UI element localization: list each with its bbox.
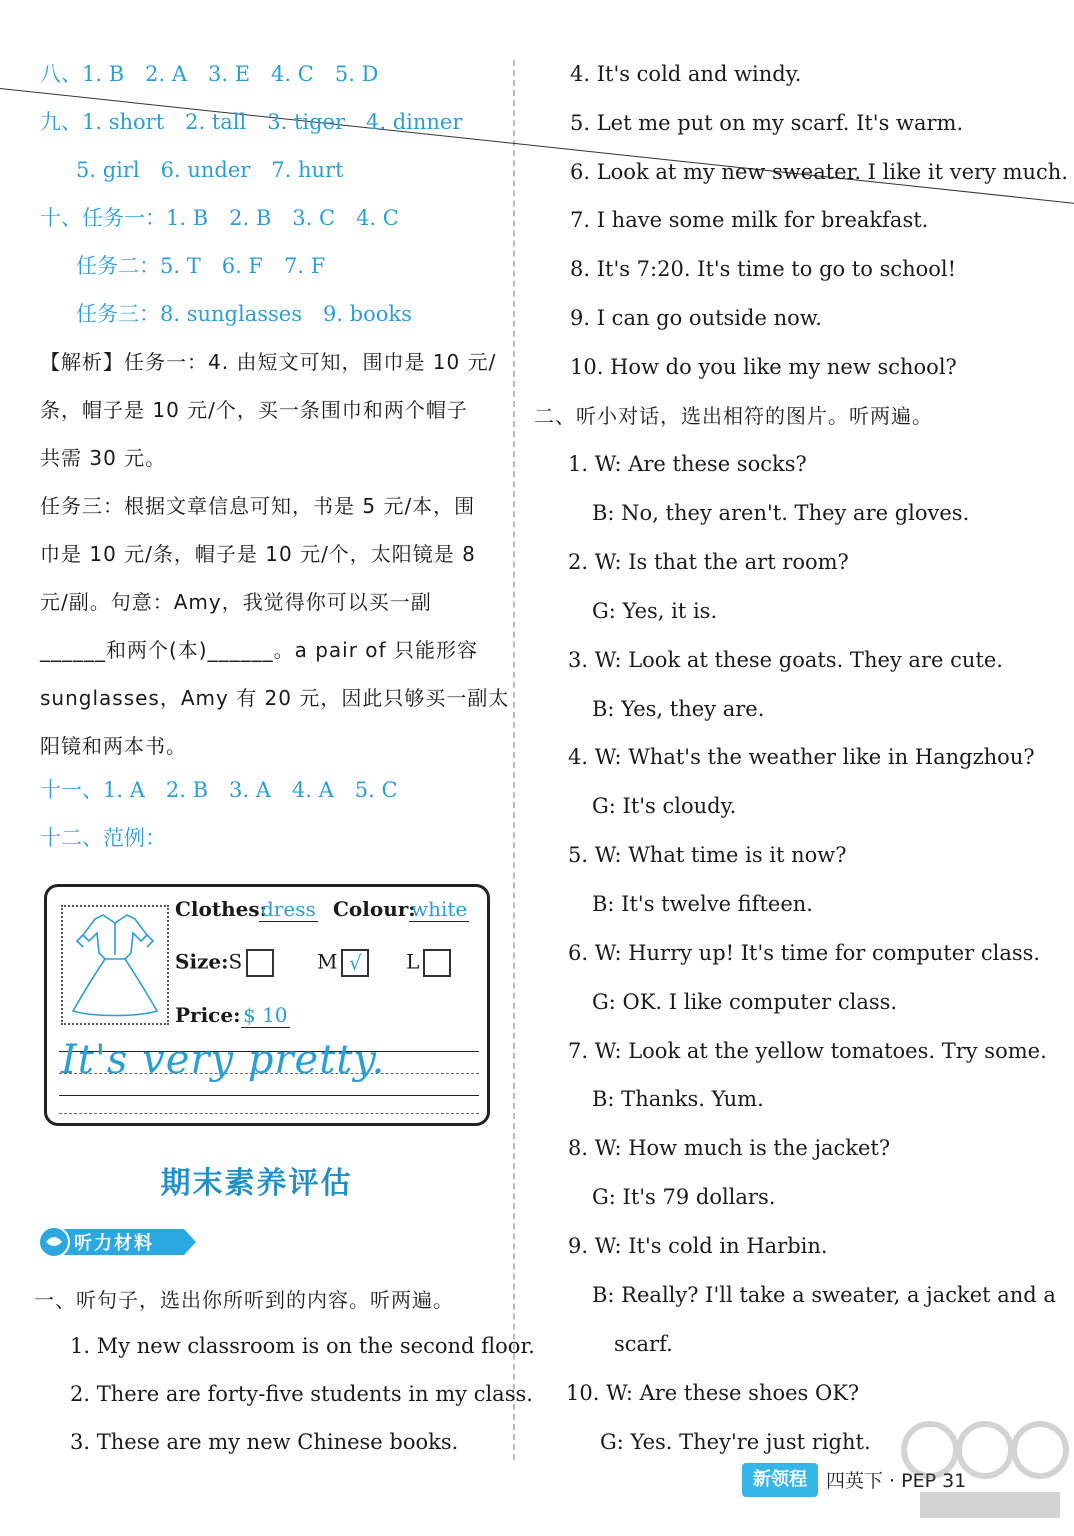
colour-value: white [411,897,468,921]
dialogue-9-a-line2: scarf. [614,1332,673,1356]
clothes-label: Clothes: [175,897,268,921]
size-row [175,949,451,977]
answer-section-10-task1: 十、任务一：1. B 2. B 3. C 4. C [40,206,399,230]
dress-icon [63,907,167,1023]
answer-section-12: 十二、范例： [40,826,166,850]
size-l-checkbox [423,949,451,977]
part1-item-1: 1. My new classroom is on the second floor. [70,1334,535,1358]
size-s-label: S [228,949,243,974]
analysis-line-5: 巾是 10 元/条，帽子是 10 元/个，太阳镜是 8 [40,542,476,566]
part1-item-2: 2. There are forty-five students in my class. [70,1382,533,1406]
dialogue-4-a: G: It's cloudy. [592,794,737,818]
part1-item-10: 10. How do you like my new school? [570,355,957,379]
dialogue-9-q: 9. W: It's cold in Harbin. [568,1234,828,1258]
size-m-label: M [316,949,338,974]
analysis-line-4: 任务三：根据文章信息可知，书是 5 元/本，围 [40,494,476,518]
dialogue-8-q: 8. W: How much is the jacket? [568,1136,891,1160]
part1-item-6: 6. Look at my new sweater. I like it very much. [570,160,1069,184]
clothes-card [44,884,490,1126]
watermark-logo [900,1410,1070,1530]
answer-section-11: 十一、1. A 2. B 3. A 4. A 5. C [40,778,398,802]
part1-item-3: 3. These are my new Chinese books. [70,1430,459,1454]
analysis-line-9: 阳镜和两本书。 [40,734,187,758]
check-mark-icon: √ [349,951,362,975]
dialogue-3-a: B: Yes, they are. [592,697,765,721]
analysis-line-6: 元/副。句意：Amy，我觉得你可以买一副 [40,590,432,614]
dialogue-10-q: 10. W: Are these shoes OK? [566,1381,860,1405]
size-label: Size: [175,949,229,974]
dialogue-6-q: 6. W: Hurry up! It's time for computer class. [568,941,1041,965]
part1-heading: 一、听句子，选出你所听到的内容。听两遍。 [34,1288,454,1312]
dress-illustration [61,905,169,1025]
brand-badge: 新领程 [742,1463,818,1497]
part1-item-8: 8. It's 7:20. It's time to go to school! [570,257,957,281]
dialogue-4-q: 4. W: What's the weather like in Hangzhou? [568,745,1035,769]
tag-label: 听力材料 [74,1233,154,1254]
answer-section-9-line2: 5. girl 6. under 7. hurt [76,158,344,182]
dialogue-5-q: 5. W: What time is it now? [568,843,847,867]
analysis-line-8: sunglasses，Amy 有 20 元，因此只够买一副太 [40,686,510,710]
dialogue-9-a-line1: B: Really? I'll take a sweater, a jacket and a [592,1283,1056,1307]
analysis-line-3: 共需 30 元。 [40,446,167,470]
dialogue-1-q: 1. W: Are these socks? [568,452,807,476]
clothes-value: dress [261,897,316,921]
dialogue-5-a: B: It's twelve fifteen. [592,892,813,916]
analysis-line-7: ______和两个(本)______。a pair of 只能形容 [40,638,478,662]
colour-label: Colour: [333,897,416,921]
price-value: $ 10 [243,1003,288,1027]
answer-section-9-line1: 九、1. short 2. tall 3. tiger 4. dinner [40,110,463,134]
analysis-line-1: 【解析】任务一：4. 由短文可知，围巾是 10 元/ [40,350,497,374]
page-footer: 四英下 · PEP 31 [826,1470,967,1492]
part2-heading: 二、听小对话，选出相符的图片。听两遍。 [534,404,933,428]
size-s-checkbox [246,949,274,977]
size-m-checkbox [341,949,369,977]
writing-line-4 [59,1113,479,1114]
dialogue-1-a: B: No, they aren't. They are gloves. [592,501,970,525]
example-sentence: It's very pretty. [61,1037,386,1083]
dialogue-6-a: G: OK. I like computer class. [592,990,898,1014]
size-l-label: L [406,949,420,974]
dialogue-3-q: 3. W: Look at these goats. They are cute. [568,648,1003,672]
writing-line-3 [59,1095,479,1096]
analysis-line-2: 条，帽子是 10 元/个，买一条围巾和两个帽子 [40,398,468,422]
answer-section-8: 八、1. B 2. A 3. E 4. C 5. D [40,62,379,86]
dialogue-10-a: G: Yes. They're just right. [600,1430,871,1454]
dialogue-7-a: B: Thanks. Yum. [592,1087,764,1111]
part1-item-7: 7. I have some milk for breakfast. [570,208,929,232]
dialogue-2-a: G: Yes, it is. [592,599,718,623]
part1-item-9: 9. I can go outside now. [570,306,822,330]
price-label: Price: [175,1003,241,1027]
answer-section-10-task2: 任务二：5. T 6. F 7. F [76,254,326,278]
dialogue-2-q: 2. W: Is that the art room? [568,550,849,574]
part1-item-4: 4. It's cold and windy. [570,62,802,86]
dialogue-8-a: G: It's 79 dollars. [592,1185,776,1209]
part1-item-5: 5. Let me put on my scarf. It's warm. [570,111,964,135]
answer-section-10-task3: 任务三：8. sunglasses 9. books [76,302,412,326]
dialogue-7-q: 7. W: Look at the yellow tomatoes. Try some. [568,1039,1047,1063]
column-divider [513,60,515,1460]
listening-material-tag [38,1226,198,1258]
section-title: 期末素养评估 [160,1166,353,1201]
